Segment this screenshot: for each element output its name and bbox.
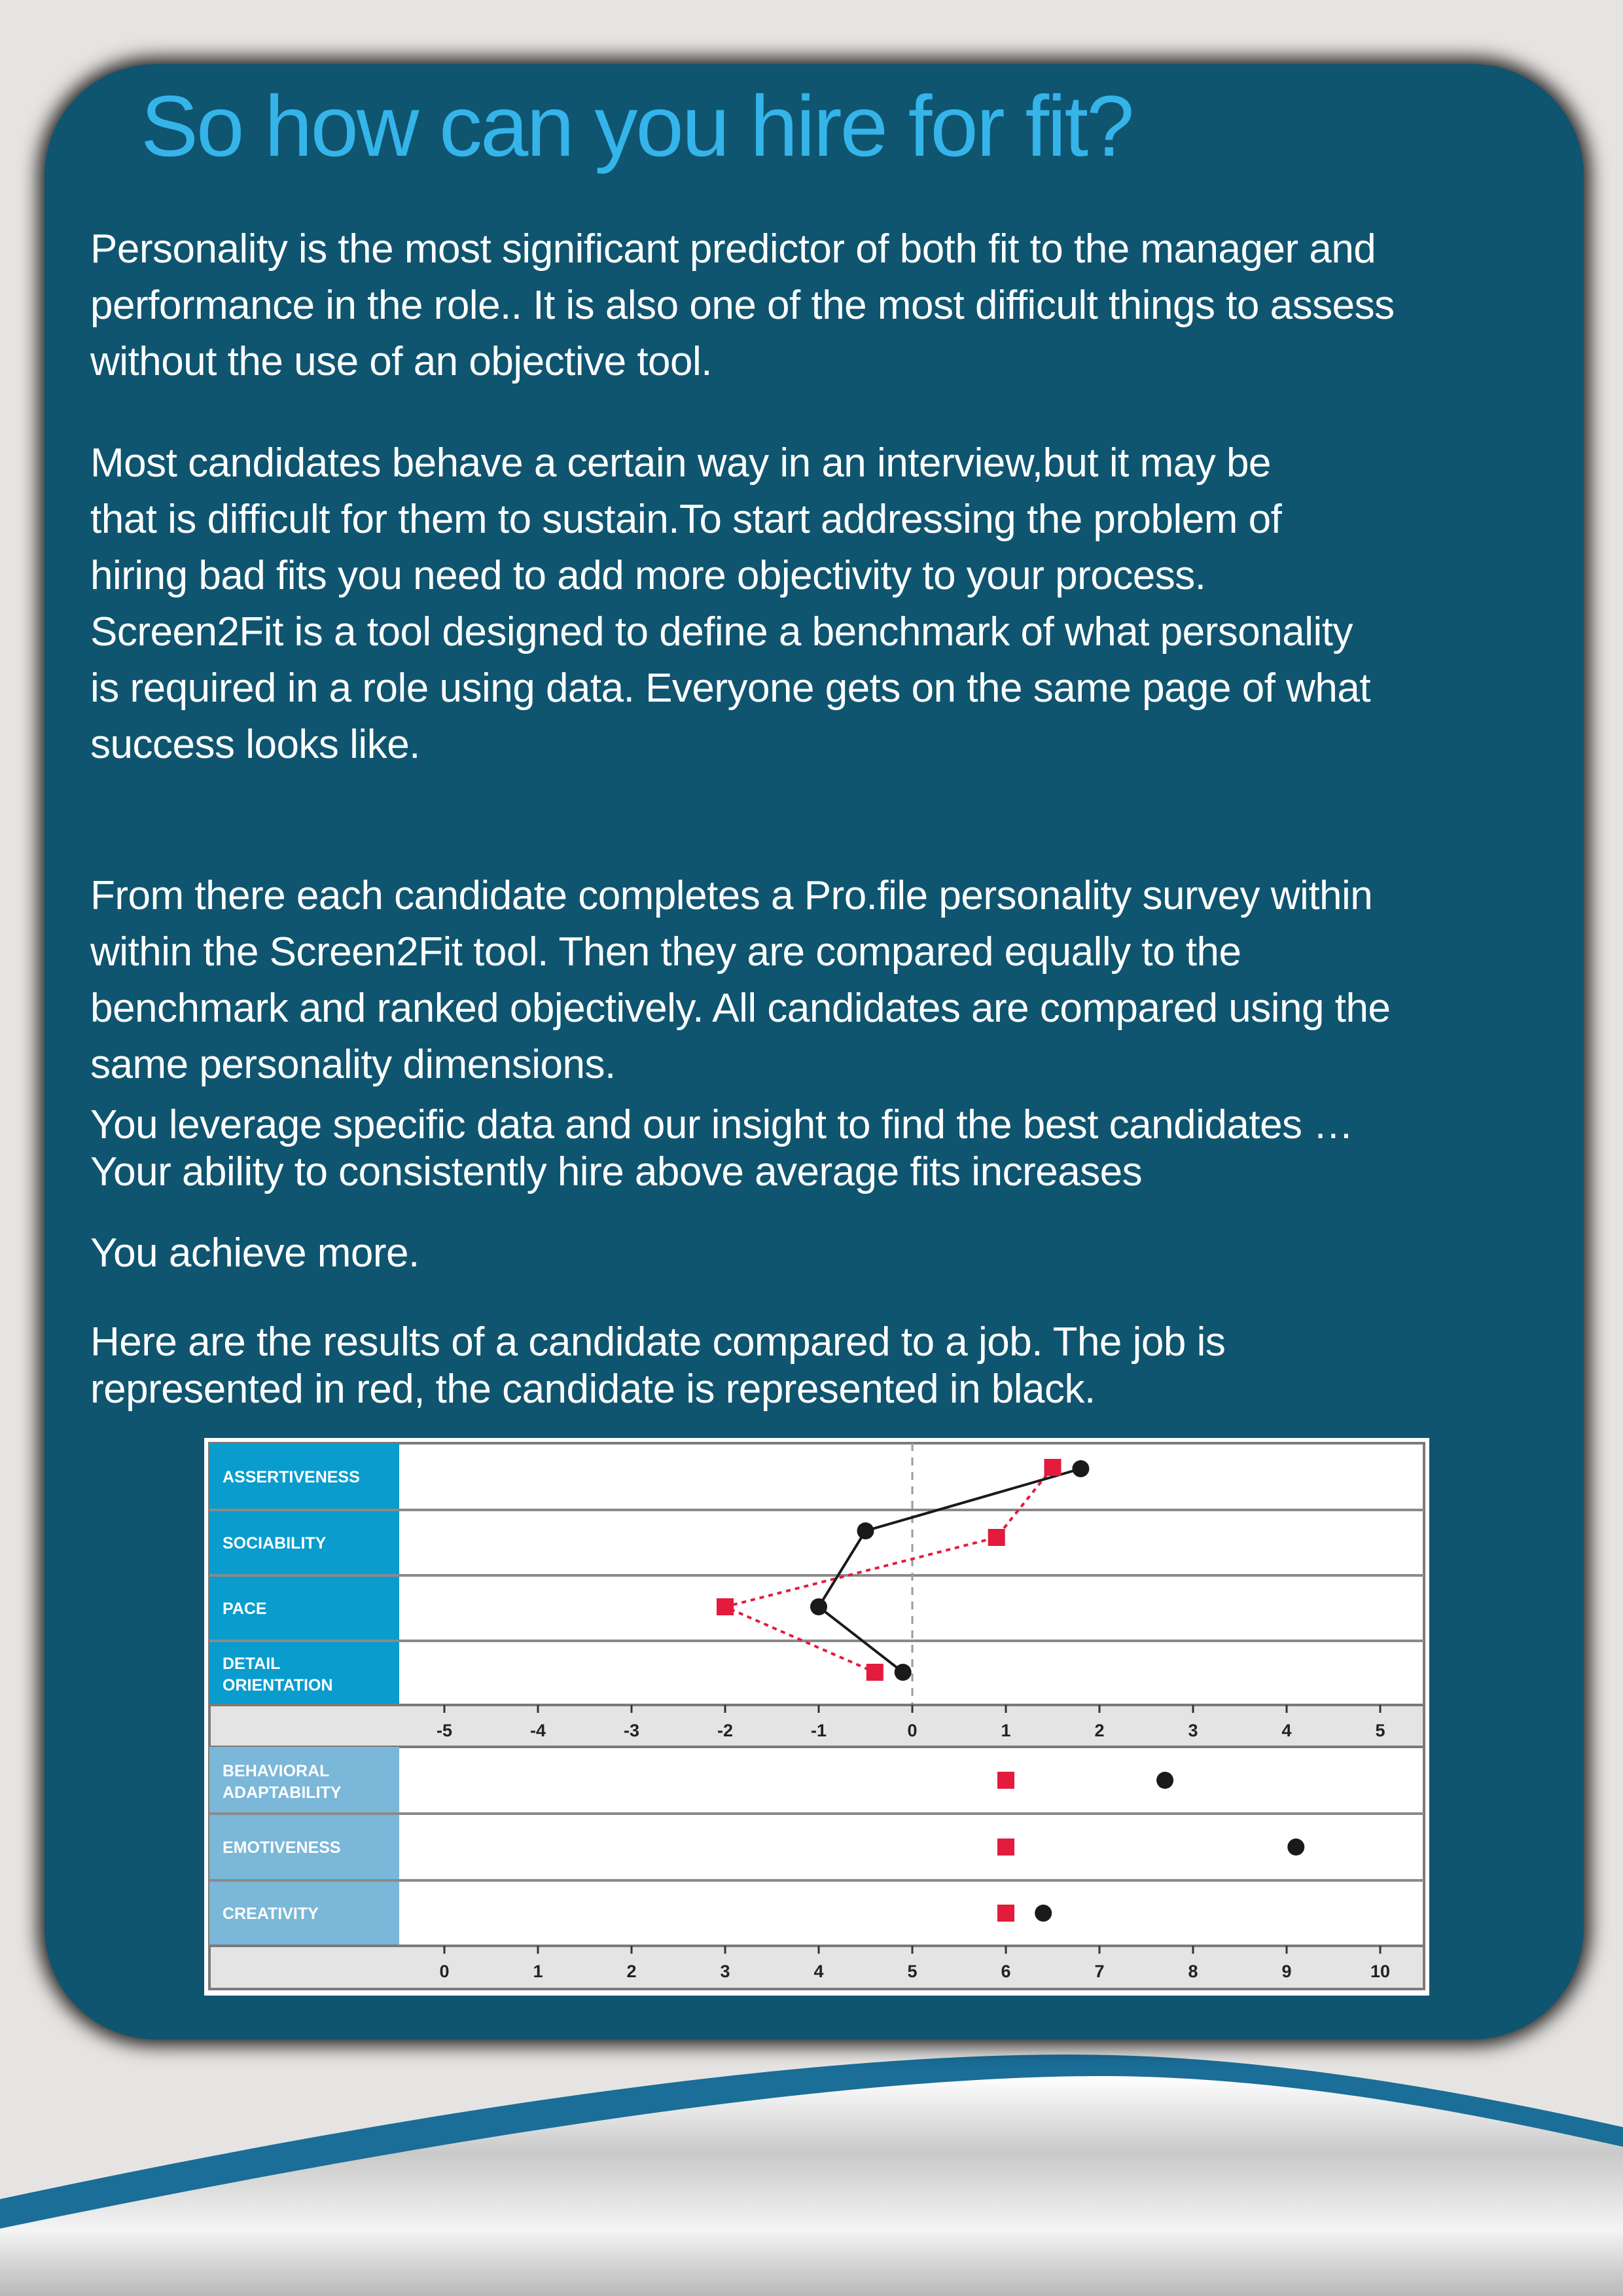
bottom-category-label: CREATIVITY <box>223 1905 319 1923</box>
paragraph-line: hiring bad fits you need to add more objectivity to your process. <box>90 553 1206 598</box>
bottom-tick-label: 9 <box>1281 1962 1292 1981</box>
top-tick-label: 2 <box>1094 1721 1105 1740</box>
top-tick-label: 0 <box>907 1721 918 1740</box>
bottom-label-cell <box>209 1747 399 1814</box>
top-tick-label: 4 <box>1281 1721 1292 1740</box>
top-label-cell <box>209 1641 399 1705</box>
top-category-label: PACE <box>223 1600 267 1618</box>
bottom-tick-label: 1 <box>533 1962 543 1981</box>
top-tick-label: 1 <box>1001 1721 1011 1740</box>
bottom-tick-label: 7 <box>1094 1962 1105 1981</box>
top-tick-label: 3 <box>1188 1721 1198 1740</box>
paragraph-line: You achieve more. <box>90 1230 419 1276</box>
paragraph-candidates <box>90 435 1609 773</box>
candidate-marker <box>857 1522 874 1539</box>
paragraph-line: Most candidates behave a certain way in an interview,but it may be <box>90 440 1271 486</box>
candidate-marker <box>1072 1460 1089 1477</box>
paragraph-line: success looks like. <box>90 722 420 767</box>
paragraph-line: From there each candidate completes a Pro.file personality survey within <box>90 873 1373 918</box>
paragraph-line: that is difficult for them to sustain.To start addressing the problem of <box>90 497 1282 542</box>
top-tick-label: -5 <box>436 1721 453 1740</box>
job-marker <box>997 1905 1014 1922</box>
candidate-marker <box>1156 1772 1173 1789</box>
paragraph-line: benchmark and ranked objectively. All candidates are compared using the <box>90 986 1391 1031</box>
candidate-marker <box>1287 1839 1304 1856</box>
paragraph-line: within the Screen2Fit tool. Then they are compared equally to the <box>90 929 1241 975</box>
top-tick-label: -4 <box>529 1721 546 1740</box>
paragraph-line: Personality is the most significant predictor of both fit to the manager and <box>90 226 1376 272</box>
bottom-category-label: EMOTIVENESS <box>223 1839 341 1857</box>
silver-wave <box>0 2076 1623 2296</box>
candidate-marker <box>1035 1905 1052 1922</box>
paragraph-leverage <box>90 1102 1609 1196</box>
job-marker <box>717 1598 734 1615</box>
job-marker <box>997 1772 1014 1789</box>
job-marker <box>866 1664 883 1681</box>
paragraph-line: same personality dimensions. <box>90 1042 616 1087</box>
bottom-tick-label: 8 <box>1188 1962 1198 1981</box>
paragraph-results <box>90 1319 1609 1413</box>
paragraph-line: Screen2Fit is a tool designed to define a benchmark of what personality <box>90 609 1353 655</box>
paragraph-line: without the use of an objective tool. <box>90 339 713 384</box>
job-marker <box>1044 1459 1061 1476</box>
top-tick-label: -3 <box>623 1721 640 1740</box>
paragraph-line: is required in a role using data. Everyone gets on the same page of what <box>90 666 1371 711</box>
paragraph-line: Your ability to consistently hire above average fits increases <box>90 1149 1143 1194</box>
top-tick-label: -2 <box>717 1721 734 1740</box>
paragraph-line: represented in red, the candidate is represented in black. <box>90 1367 1096 1412</box>
job-marker <box>988 1529 1005 1546</box>
comparison-chart <box>204 1438 1429 1996</box>
comparison-chart-svg <box>204 1438 1429 1996</box>
page-title: So how can you hire for fit? <box>141 78 1133 174</box>
paragraph-line: You leverage specific data and our insight to find the best candidates … <box>90 1102 1353 1147</box>
paragraph-line: performance in the role.. It is also one of the most difficult things to assess <box>90 283 1395 328</box>
bottom-tick-label: 5 <box>907 1962 918 1981</box>
bottom-tick-label: 2 <box>626 1962 637 1981</box>
job-marker <box>997 1839 1014 1856</box>
top-tick-label: 5 <box>1375 1721 1385 1740</box>
bottom-tick-label: 0 <box>439 1962 450 1981</box>
bottom-tick-label: 10 <box>1370 1962 1391 1981</box>
candidate-marker <box>895 1664 912 1681</box>
bottom-tick-label: 6 <box>1001 1962 1011 1981</box>
bottom-category-label: BEHAVIORAL ADAPTABILITY <box>223 1762 342 1802</box>
paragraph-achieve <box>90 1225 1609 1282</box>
paragraph-survey <box>90 868 1609 1093</box>
candidate-marker <box>810 1598 827 1615</box>
bottom-tick-label: 3 <box>720 1962 730 1981</box>
top-category-label: DETAIL ORIENTATION <box>223 1655 333 1695</box>
paragraph-line: Here are the results of a candidate compared to a job. The job is <box>90 1319 1226 1365</box>
top-tick-label: -1 <box>810 1721 827 1740</box>
top-category-label: SOCIABILITY <box>223 1534 327 1552</box>
bottom-tick-label: 4 <box>813 1962 824 1981</box>
paragraph-personality <box>90 221 1609 390</box>
top-category-label: ASSERTIVENESS <box>223 1468 360 1486</box>
